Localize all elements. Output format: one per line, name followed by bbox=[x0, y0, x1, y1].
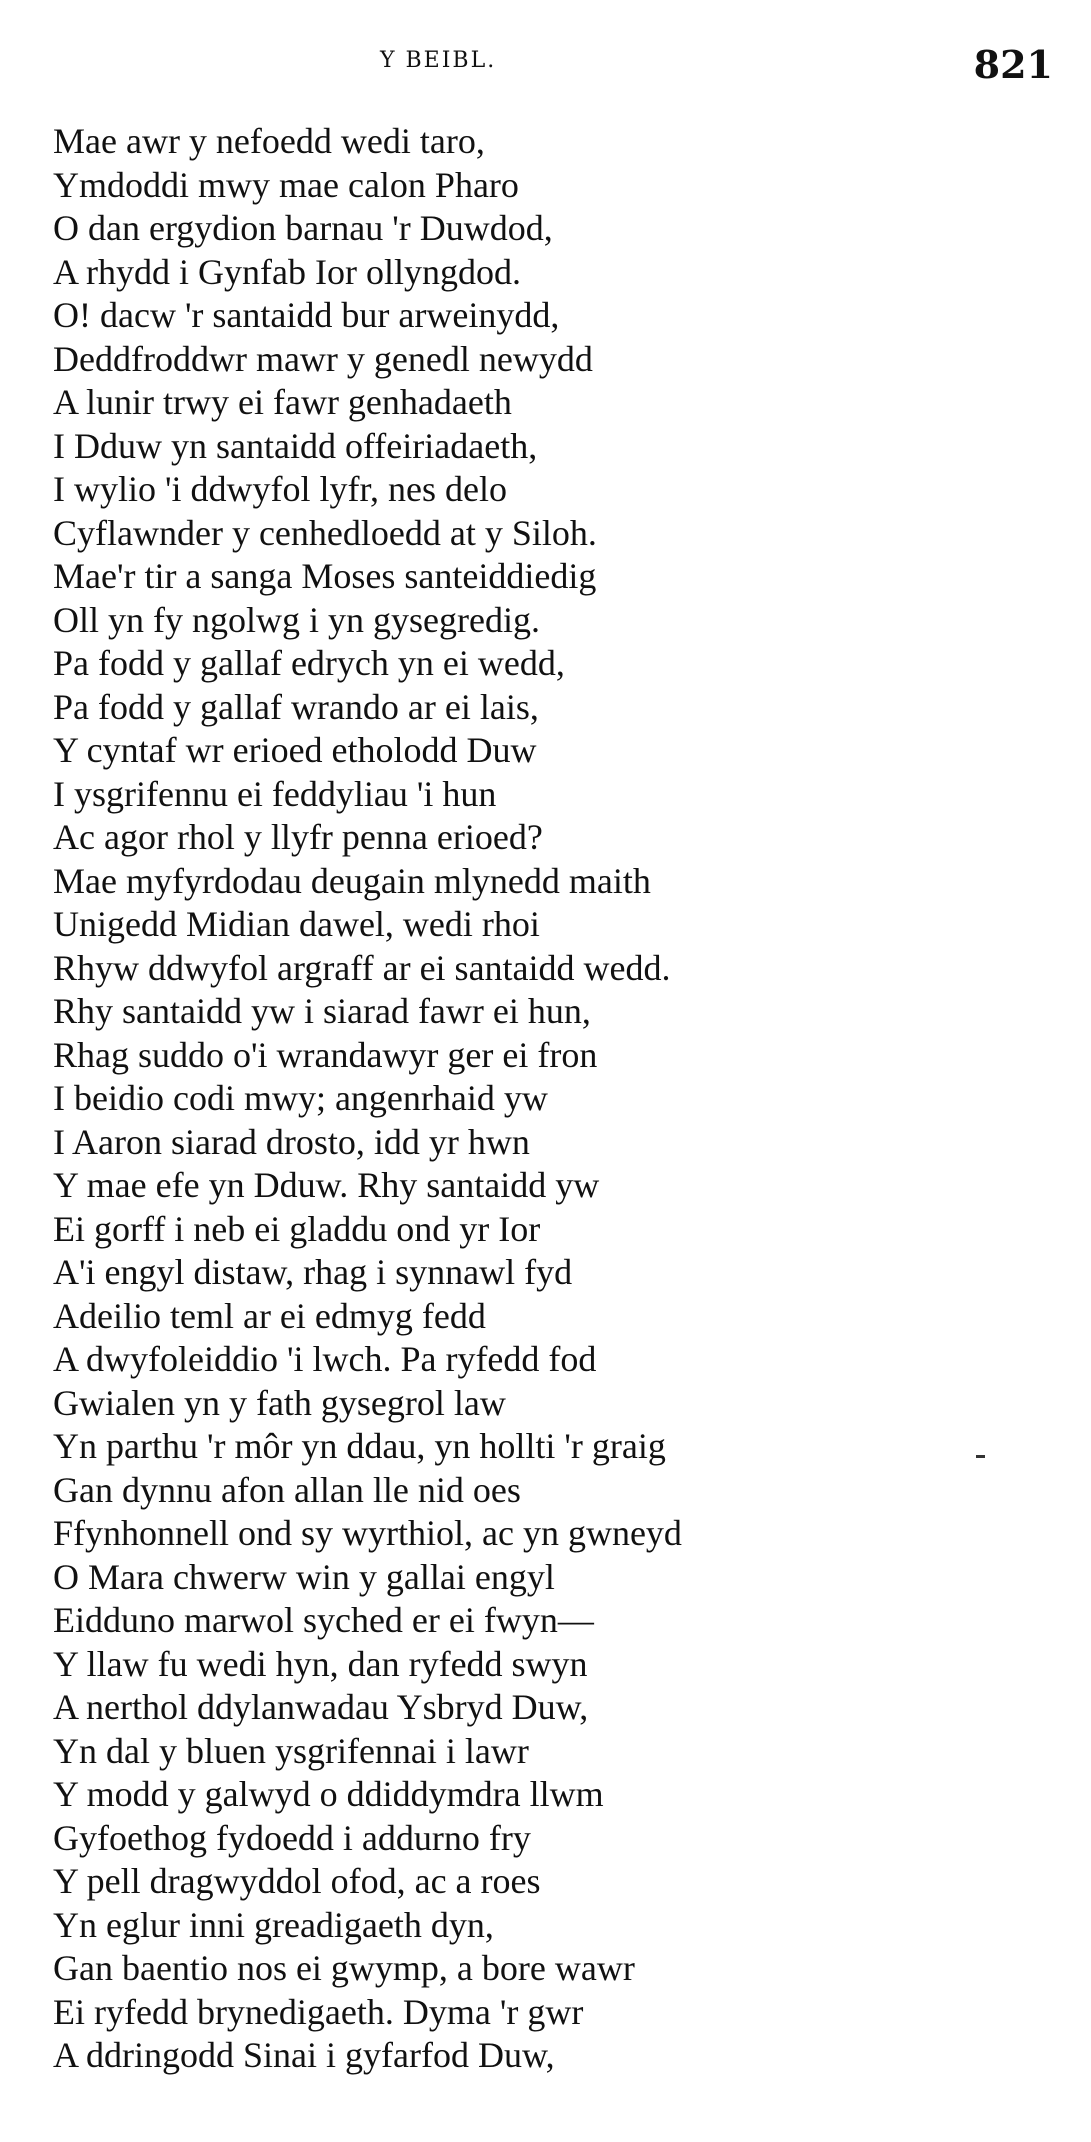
poem-line: A'i engyl distaw, rhag i synnawl fyd bbox=[53, 1252, 573, 1292]
poem-line: Rhy santaidd yw i siarad fawr ei hun, bbox=[53, 991, 591, 1031]
poem-line: Pa fodd y gallaf wrando ar ei lais, bbox=[53, 686, 539, 727]
poem-line: O dan ergydion barnau 'r Duwdod, bbox=[53, 208, 553, 248]
print-speck bbox=[976, 1455, 985, 1458]
poem-line: Yn parthu 'r môr yn ddau, yn hollti 'r graig bbox=[53, 1426, 666, 1466]
poem-line: Gan dynnu afon allan lle nid oes bbox=[53, 1469, 521, 1510]
poem-line: Ac agor rhol y llyfr penna erioed? bbox=[53, 817, 543, 857]
poem-line: A ddringodd Sinai i gyfarfod Duw, bbox=[53, 2035, 555, 2075]
poem-line: Unigedd Midian dawel, wedi rhoi bbox=[53, 904, 540, 944]
poem-line: Y cyntaf wr erioed etholodd Duw bbox=[53, 730, 537, 770]
poem-line: Adeilio teml ar ei edmyg fedd bbox=[53, 1295, 486, 1336]
poem-line: Gwialen yn y fath gysegrol law bbox=[53, 1382, 506, 1423]
poem-text bbox=[53, 120, 1053, 2078]
poem-line: Y mae efe yn Dduw. Rhy santaidd yw bbox=[53, 1165, 600, 1205]
poem-line: Ei gorff i neb ei gladdu ond yr Ior bbox=[53, 1208, 541, 1249]
poem-line: O Mara chwerw win y gallai engyl bbox=[53, 1556, 555, 1597]
poem-line: I beidio codi mwy; angenrhaid yw bbox=[53, 1078, 548, 1118]
poem-line: Ymdoddi mwy mae calon Pharo bbox=[53, 164, 519, 205]
poem-line: I ysgrifennu ei feddyliau 'i hun bbox=[53, 773, 497, 814]
poem-line: Y pell dragwyddol ofod, ac a roes bbox=[53, 1861, 541, 1901]
page-number: 821 bbox=[973, 42, 1053, 87]
poem-line: Mae'r tir a sanga Moses santeiddiedig bbox=[53, 556, 597, 596]
running-title: Y BEIBL. bbox=[380, 48, 497, 73]
poem-line: A nerthol ddylanwadau Ysbryd Duw, bbox=[53, 1687, 589, 1727]
poem-line: I wylio 'i ddwyfol lyfr, nes delo bbox=[53, 469, 507, 509]
poem-line: Ffynhonnell ond sy wyrthiol, ac yn gwneyd bbox=[53, 1513, 682, 1553]
running-header bbox=[0, 42, 1091, 88]
poem-line: Cyflawnder y cenhedloedd at y Siloh. bbox=[53, 512, 597, 553]
poem-line: Y modd y galwyd o ddiddymdra llwm bbox=[53, 1774, 604, 1814]
poem-line: A rhydd i Gynfab Ior ollyngdod. bbox=[53, 251, 521, 292]
poem-line: Y llaw fu wedi hyn, dan ryfedd swyn bbox=[53, 1643, 588, 1684]
poem-line: I Dduw yn santaidd offeiriadaeth, bbox=[53, 425, 538, 466]
poem-line: Deddfroddwr mawr y genedl newydd bbox=[53, 338, 593, 379]
poem-line: Ei ryfedd brynedigaeth. Dyma 'r gwr bbox=[53, 1991, 584, 2032]
poem-line: Eidduno marwol syched er ei fwyn— bbox=[53, 1600, 594, 1640]
poem-line: Yn eglur inni greadigaeth dyn, bbox=[53, 1904, 494, 1945]
poem-line: A lunir trwy ei fawr genhadaeth bbox=[53, 382, 512, 422]
poem-line: Rhyw ddwyfol argraff ar ei santaidd wedd. bbox=[53, 947, 671, 988]
poem-line: Gan baentio nos ei gwymp, a bore wawr bbox=[53, 1948, 635, 1988]
poem-line: Mae myfyrdodau deugain mlynedd maith bbox=[53, 860, 651, 901]
poem-line: I Aaron siarad drosto, idd yr hwn bbox=[53, 1121, 530, 1162]
poem-line: Mae awr y nefoedd wedi taro, bbox=[53, 121, 485, 161]
poem-line: Pa fodd y gallaf edrych yn ei wedd, bbox=[53, 643, 565, 683]
poem-line: O! dacw 'r santaidd bur arweinydd, bbox=[53, 295, 560, 335]
poem-line: Oll yn fy ngolwg i yn gysegredig. bbox=[53, 599, 540, 640]
poem-line: Gyfoethog fydoedd i addurno fry bbox=[53, 1817, 531, 1858]
poem-line: Rhag suddo o'i wrandawyr ger ei fron bbox=[53, 1034, 598, 1075]
poem-line: A dwyfoleiddio 'i lwch. Pa ryfedd fod bbox=[53, 1339, 597, 1379]
poem-line: Yn dal y bluen ysgrifennai i lawr bbox=[53, 1730, 529, 1771]
